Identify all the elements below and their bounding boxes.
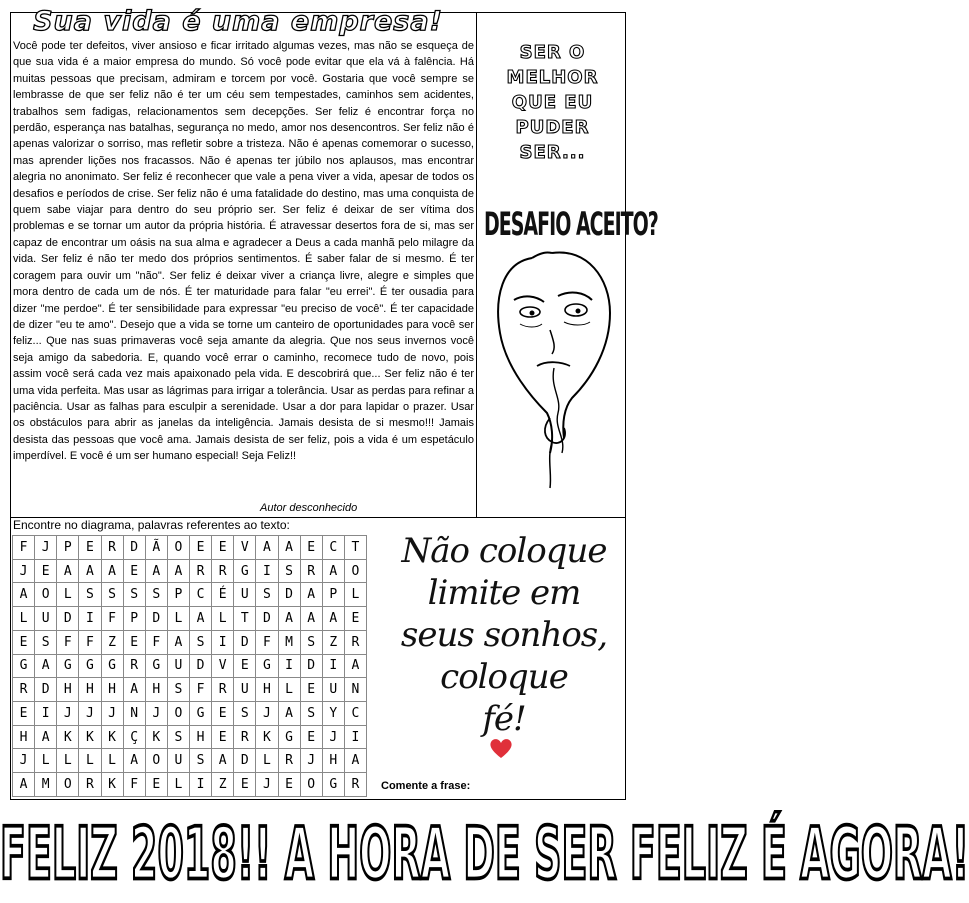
grid-cell[interactable]: E <box>344 607 366 631</box>
grid-cell[interactable]: P <box>167 583 189 607</box>
grid-cell[interactable]: R <box>300 559 322 583</box>
grid-cell[interactable]: F <box>256 630 278 654</box>
grid-cell[interactable]: A <box>344 654 366 678</box>
grid-cell[interactable]: R <box>190 559 212 583</box>
grid-cell[interactable]: R <box>13 678 35 702</box>
grid-cell[interactable]: A <box>300 607 322 631</box>
grid-cell[interactable]: R <box>344 630 366 654</box>
grid-cell[interactable]: O <box>167 536 189 560</box>
grid-cell[interactable]: J <box>79 702 101 726</box>
grid-cell[interactable]: R <box>234 725 256 749</box>
grid-cell[interactable]: J <box>300 749 322 773</box>
grid-cell[interactable]: J <box>256 773 278 797</box>
grid-cell[interactable]: H <box>322 749 344 773</box>
grid-cell[interactable]: S <box>167 725 189 749</box>
grid-cell[interactable]: G <box>256 654 278 678</box>
grid-cell[interactable]: S <box>300 702 322 726</box>
grid-cell[interactable]: Z <box>101 630 123 654</box>
grid-cell[interactable]: I <box>190 773 212 797</box>
grid-row <box>13 678 367 702</box>
grid-cell[interactable]: G <box>190 702 212 726</box>
grid-cell[interactable]: D <box>256 607 278 631</box>
grid-cell[interactable]: A <box>13 773 35 797</box>
meme-face-image <box>492 238 616 496</box>
grid-cell[interactable]: Z <box>212 773 234 797</box>
grid-cell[interactable]: K <box>57 725 79 749</box>
grid-cell[interactable]: A <box>145 559 167 583</box>
grid-row <box>13 749 367 773</box>
grid-row <box>13 725 367 749</box>
grid-cell[interactable]: J <box>57 702 79 726</box>
grid-cell[interactable]: H <box>145 678 167 702</box>
grid-cell[interactable]: O <box>344 559 366 583</box>
grid-cell[interactable]: L <box>167 607 189 631</box>
grid-cell[interactable]: C <box>190 583 212 607</box>
grid-cell[interactable]: L <box>57 749 79 773</box>
grid-cell[interactable]: N <box>123 702 145 726</box>
grid-cell[interactable]: A <box>278 702 300 726</box>
grid-cell[interactable]: A <box>300 583 322 607</box>
grid-cell[interactable]: R <box>101 536 123 560</box>
grid-cell[interactable]: E <box>300 678 322 702</box>
grid-cell[interactable]: Ç <box>123 725 145 749</box>
grid-cell[interactable]: A <box>344 749 366 773</box>
grid-cell[interactable]: H <box>57 678 79 702</box>
comment-label: Comente a frase: <box>381 780 471 792</box>
grid-cell[interactable]: A <box>13 583 35 607</box>
grid-cell[interactable]: U <box>322 678 344 702</box>
grid-cell[interactable]: L <box>79 749 101 773</box>
grid-cell[interactable]: F <box>123 773 145 797</box>
grid-cell[interactable]: S <box>256 583 278 607</box>
puzzle-instruction: Encontre no diagrama, palavras referentes ao texto: <box>13 518 290 532</box>
grid-cell[interactable]: G <box>79 654 101 678</box>
grid-cell[interactable]: A <box>35 725 57 749</box>
grid-cell[interactable]: T <box>344 536 366 560</box>
grid-cell[interactable]: H <box>101 678 123 702</box>
grid-cell[interactable]: N <box>344 678 366 702</box>
grid-cell[interactable]: F <box>101 607 123 631</box>
grid-cell[interactable]: M <box>278 630 300 654</box>
grid-cell[interactable]: K <box>101 725 123 749</box>
grid-cell[interactable]: J <box>101 702 123 726</box>
grid-cell[interactable]: G <box>57 654 79 678</box>
grid-cell[interactable]: A <box>35 654 57 678</box>
grid-cell[interactable]: J <box>256 702 278 726</box>
grid-cell[interactable]: C <box>322 536 344 560</box>
grid-cell[interactable]: L <box>13 607 35 631</box>
grid-cell[interactable]: D <box>57 607 79 631</box>
grid-cell[interactable]: Y <box>322 702 344 726</box>
grid-cell[interactable]: E <box>212 725 234 749</box>
grid-cell[interactable]: R <box>212 559 234 583</box>
grid-cell[interactable]: D <box>234 630 256 654</box>
grid-cell[interactable]: L <box>167 773 189 797</box>
grid-cell[interactable]: S <box>234 702 256 726</box>
grid-cell[interactable]: S <box>35 630 57 654</box>
quote-line: QUE EU <box>511 92 594 113</box>
grid-cell[interactable]: A <box>256 536 278 560</box>
grid-cell[interactable]: S <box>300 630 322 654</box>
article-author: Autor desconhecido <box>260 502 358 514</box>
grid-cell[interactable]: A <box>123 749 145 773</box>
grid-cell[interactable]: S <box>190 630 212 654</box>
grid-cell[interactable]: F <box>190 678 212 702</box>
grid-cell[interactable]: A <box>212 749 234 773</box>
grid-cell[interactable]: H <box>190 725 212 749</box>
article-text: Você pode ter defeitos, viver ansioso e ficar irritado algumas vezes, mas não se esqueça de que sua vida é a maior empresa do mundo. Só você pode evitar que ela vá à falência. Há muitas pessoas que precisam, admiram e torcem por você. Gostaria que você sempre se lembrasse de que ser feliz não é ter um céu sem tempestades, caminhos sem acidentes, trabalhos sem fadigas, relacionamentos sem decepções. Ser feliz é encontrar força no perdão, esperança nas batalhas, segurança no medo, amor nos desencontros. Ser feliz não é apenas valorizar o sorriso, mas refletir sobre a tristeza. Não é apenas comemorar o sucesso, mas aprender lições nos fracassos. Não é apenas ter júbilo nos aplausos, mas encontrar alegria no anonimato. Ser feliz é reconhecer que vale a pena viver a vida, apesar de todos os desafios e períodos de crise. Ser feliz não é uma fatalidade do destino, mas uma conquista de quem sabe viajar para dentro do seu próprio ser. Ser feliz é deixar de ser vítima dos problemas e se tornar um autor da própria história. É atravessar desertos fora de si, mas ser capaz de encontrar um oásis na sua alma e agradecer a Deus a cada manhã pelo milagre da vida. Ser feliz é não ter medo dos próprios sentimentos. É saber falar de si mesmo. É ter coragem para ouvir um "não". Ser feliz é deixar viver a criança livre, alegre e simples que mora dentro de cada um de nós. É ter maturidade para falar "eu errei". É ter ousadia para dizer "me perdoe". É ter sensibilidade para expressar "eu preciso de você". É ter capacidade de dizer "eu te amo". Desejo que a vida se torne um canteiro de oportunidades para você ser feliz... Que nas suas primaveras você seja amante da alegria. Que nos seus invernos você seja amigo da sabedoria. E, quando você errar o caminho, recomece tudo de novo, pois assim você será cada vez mais apaixonado pela vida. E descobrirá que... Ser feliz não é ter uma vida perfeita. Mas usar as lágrimas para irrigar a tolerância. Usar as perdas para refinar a paciência. Usar as falhas para esculpir a serenidade. Usar a dor para lapidar o prazer. Usar os obstáculos para abrir as janelas da inteligência. Jamais desista de si mesmo!!! Jamais desista das pessoas que você ama. Jamais desista de ser feliz, pois a vida é um espetáculo imperdível. E você é um ser humano especial! Seja Feliz!! <box>13 40 474 463</box>
grid-cell[interactable]: D <box>35 678 57 702</box>
grid-cell[interactable]: S <box>278 559 300 583</box>
grid-cell[interactable]: R <box>278 749 300 773</box>
grid-row <box>13 559 367 583</box>
grid-cell[interactable]: O <box>35 583 57 607</box>
grid-cell[interactable]: É <box>212 583 234 607</box>
grid-cell[interactable]: A <box>322 607 344 631</box>
grid-cell[interactable]: O <box>57 773 79 797</box>
grid-cell[interactable]: A <box>167 630 189 654</box>
grid-cell[interactable]: I <box>79 607 101 631</box>
grid-cell[interactable]: J <box>145 702 167 726</box>
grid-cell[interactable]: E <box>212 702 234 726</box>
grid-cell[interactable]: G <box>13 654 35 678</box>
grid-cell[interactable]: E <box>190 536 212 560</box>
grid-cell[interactable]: E <box>234 654 256 678</box>
grid-cell[interactable]: D <box>234 749 256 773</box>
grid-cell[interactable]: S <box>190 749 212 773</box>
grid-cell[interactable]: A <box>190 607 212 631</box>
grid-cell[interactable]: A <box>57 559 79 583</box>
grid-cell[interactable]: R <box>344 773 366 797</box>
grid-cell[interactable]: U <box>234 678 256 702</box>
grid-cell[interactable]: F <box>145 630 167 654</box>
grid-cell[interactable]: S <box>167 678 189 702</box>
grid-cell[interactable]: G <box>101 654 123 678</box>
sidebar-quote <box>490 40 615 165</box>
quote-line: SER O <box>519 42 586 63</box>
poster-line: fé! <box>482 699 526 739</box>
grid-cell[interactable]: E <box>13 702 35 726</box>
quote-line: SER... <box>519 142 586 163</box>
grid-cell[interactable]: A <box>322 559 344 583</box>
grid-cell[interactable]: Z <box>322 630 344 654</box>
grid-cell[interactable]: D <box>145 607 167 631</box>
heart-icon <box>488 736 514 760</box>
grid-cell[interactable]: J <box>322 725 344 749</box>
grid-cell[interactable]: U <box>167 654 189 678</box>
grid-cell[interactable]: I <box>278 654 300 678</box>
grid-cell[interactable]: P <box>57 536 79 560</box>
grid-cell[interactable]: H <box>256 678 278 702</box>
grid-cell[interactable]: F <box>57 630 79 654</box>
quote-line: PUDER <box>515 117 590 138</box>
grid-cell[interactable]: E <box>79 536 101 560</box>
grid-cell[interactable]: L <box>344 583 366 607</box>
grid-row <box>13 773 367 797</box>
grid-cell[interactable]: I <box>256 559 278 583</box>
grid-cell[interactable]: L <box>35 749 57 773</box>
footer-banner: FELIZ 2018!! A HORA DE SER FELIZ É AGORA! <box>0 812 969 896</box>
grid-cell[interactable]: L <box>256 749 278 773</box>
grid-cell[interactable]: J <box>13 749 35 773</box>
grid-row <box>13 630 367 654</box>
grid-cell[interactable]: G <box>145 654 167 678</box>
grid-cell[interactable]: O <box>300 773 322 797</box>
grid-cell[interactable]: C <box>344 702 366 726</box>
grid-cell[interactable]: I <box>344 725 366 749</box>
grid-cell[interactable]: A <box>101 559 123 583</box>
grid-cell[interactable]: I <box>212 630 234 654</box>
grid-cell[interactable]: E <box>212 536 234 560</box>
grid-cell[interactable]: F <box>79 630 101 654</box>
grid-cell[interactable]: K <box>145 725 167 749</box>
grid-cell[interactable]: H <box>79 678 101 702</box>
grid-row <box>13 654 367 678</box>
grid-cell[interactable]: L <box>101 749 123 773</box>
grid-cell[interactable]: P <box>123 607 145 631</box>
grid-cell[interactable]: K <box>101 773 123 797</box>
grid-cell[interactable]: A <box>123 678 145 702</box>
grid-cell[interactable]: O <box>145 749 167 773</box>
grid-cell[interactable]: U <box>35 607 57 631</box>
grid-cell[interactable]: D <box>123 536 145 560</box>
grid-cell[interactable]: U <box>167 749 189 773</box>
quote-line: MELHOR <box>506 67 599 88</box>
page-title: Sua vida é uma empresa! <box>33 6 443 37</box>
grid-cell[interactable]: R <box>79 773 101 797</box>
grid-cell[interactable]: S <box>145 583 167 607</box>
poster-line: coloque <box>440 657 568 697</box>
poster-line: limite em <box>427 573 581 613</box>
grid-cell[interactable]: K <box>79 725 101 749</box>
grid-cell[interactable]: K <box>256 725 278 749</box>
grid-cell[interactable]: A <box>167 559 189 583</box>
grid-cell[interactable]: G <box>278 725 300 749</box>
grid-cell[interactable]: L <box>212 607 234 631</box>
grid-cell[interactable]: Ã <box>145 536 167 560</box>
grid-cell[interactable]: T <box>234 607 256 631</box>
poster-line: Não coloque <box>401 531 607 571</box>
grid-cell[interactable]: I <box>35 702 57 726</box>
grid-cell[interactable]: D <box>278 583 300 607</box>
grid-cell[interactable]: E <box>13 630 35 654</box>
grid-cell[interactable]: I <box>322 654 344 678</box>
meme-caption: DESAFIO ACEITO? <box>484 206 658 244</box>
grid-cell[interactable]: V <box>234 536 256 560</box>
grid-cell[interactable]: L <box>278 678 300 702</box>
grid-cell[interactable]: D <box>300 654 322 678</box>
grid-cell[interactable]: A <box>278 536 300 560</box>
grid-cell[interactable]: G <box>234 559 256 583</box>
grid-cell[interactable]: L <box>57 583 79 607</box>
grid-cell[interactable]: S <box>123 583 145 607</box>
grid-cell[interactable]: J <box>35 536 57 560</box>
grid-cell[interactable]: S <box>101 583 123 607</box>
column-divider <box>476 12 477 517</box>
grid-cell[interactable]: J <box>13 559 35 583</box>
grid-cell[interactable]: E <box>123 559 145 583</box>
grid-cell[interactable]: E <box>234 773 256 797</box>
grid-row <box>13 702 367 726</box>
grid-cell[interactable]: E <box>278 773 300 797</box>
grid-row <box>13 607 367 631</box>
grid-cell[interactable]: D <box>190 654 212 678</box>
grid-cell[interactable]: E <box>123 630 145 654</box>
grid-cell[interactable]: U <box>234 583 256 607</box>
grid-cell[interactable]: R <box>123 654 145 678</box>
word-search-grid <box>12 535 367 797</box>
grid-cell[interactable]: O <box>167 702 189 726</box>
poster-line: seus sonhos, <box>400 615 608 655</box>
grid-cell[interactable]: G <box>322 773 344 797</box>
grid-cell[interactable]: E <box>300 725 322 749</box>
grid-cell[interactable]: A <box>278 607 300 631</box>
grid-row <box>13 536 367 560</box>
grid-cell[interactable]: A <box>79 559 101 583</box>
grid-cell[interactable]: S <box>79 583 101 607</box>
grid-cell[interactable]: E <box>145 773 167 797</box>
grid-cell[interactable]: H <box>13 725 35 749</box>
grid-cell[interactable]: V <box>212 654 234 678</box>
grid-cell[interactable]: P <box>322 583 344 607</box>
grid-cell[interactable]: E <box>300 536 322 560</box>
grid-row <box>13 583 367 607</box>
grid-cell[interactable]: R <box>212 678 234 702</box>
grid-cell[interactable]: M <box>35 773 57 797</box>
grid-cell[interactable]: F <box>13 536 35 560</box>
grid-cell[interactable]: E <box>35 559 57 583</box>
